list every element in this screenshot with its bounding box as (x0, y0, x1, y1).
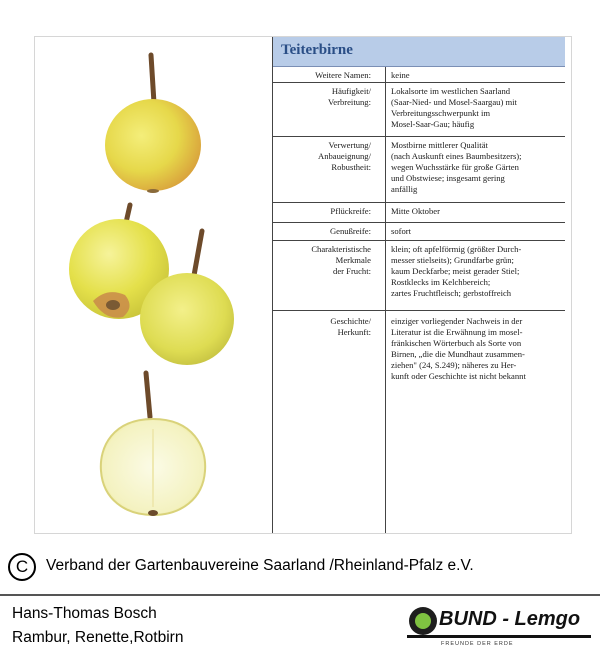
variety-card (34, 36, 572, 534)
row-value: Mostbirne mittlerer Qualität (nach Auskunft eines Baumbesitzers); wegen Wuchsstärke für große Gärten und Obstwiese; insgesamt gering anfällig (391, 140, 522, 194)
row-value: Mitte Oktober (391, 206, 440, 216)
row-value: einziger vorliegender Nachweis in der Literatur ist die Erwähnung im mosel- fränkischen Wörterbuch als Sorte von Birnen, „die die Mundhaut zusammen- ziehen" (24, S.249); näheres zu Her- kunft oder Geschichte ist nicht bekannt (391, 316, 526, 381)
column-divider (385, 83, 386, 136)
row-value: keine (391, 70, 410, 80)
copyright-line (6, 553, 594, 583)
table-row (273, 83, 565, 137)
table-row (273, 67, 565, 83)
copyright-text: Verband der Gartenbauvereine Saarland /Rheinland-Pfalz e.V. (46, 557, 474, 574)
logo-underline (407, 635, 591, 638)
footer-divider (0, 594, 600, 596)
fruit-photos (35, 37, 272, 534)
pear-illustrations (35, 37, 272, 534)
variety-table (272, 37, 564, 534)
pear-top (105, 55, 201, 193)
row-label: Weitere Namen: (315, 70, 371, 80)
logo-globe-icon (415, 613, 431, 629)
column-divider (385, 203, 386, 222)
table-row (273, 137, 565, 203)
logo-tagline: FREUNDE DER ERDE (441, 641, 514, 647)
row-label: Häufigkeit/ Verbreitung: (328, 86, 371, 107)
row-label: Charakteristische Merkmale der Frucht: (311, 244, 371, 276)
column-divider (385, 67, 386, 82)
row-value: Lokalsorte im westlichen Saarland (Saar-Nied- und Mosel-Saargau) mit Verbreitungsschwerpunkt im Mosel-Saar-Gau; häufig (391, 86, 517, 129)
copyright-icon: C (8, 553, 36, 581)
variety-title-bar (273, 37, 565, 67)
table-row (273, 241, 565, 311)
row-value: klein; oft apfelförmig (größter Durch- messer stielseits); Grundfarbe grün; kaum Deckfarbe; meist gerader Stiel; Rostklecks im Kelchbereich; zartes Fruchtfleisch; gerbstoffreich (391, 244, 522, 298)
table-row (273, 203, 565, 223)
bund-logo (405, 605, 595, 657)
column-divider (385, 223, 386, 240)
row-label: Genußreife: (329, 226, 371, 236)
row-value: sofort (391, 226, 412, 236)
related-varieties: Rambur, Renette,Rotbirn (12, 629, 184, 646)
table-row (273, 311, 565, 534)
column-divider (385, 311, 386, 534)
author-name: Hans-Thomas Bosch (12, 605, 157, 622)
row-label: Geschichte/ Herkunft: (330, 316, 371, 337)
variety-title: Teiterbirne (281, 42, 353, 58)
column-divider (385, 241, 386, 310)
row-label: Verwertung/ Anbaueignung/ Robustheit: (318, 140, 371, 172)
logo-name: BUND - Lemgo (439, 608, 581, 630)
pear-cut (101, 373, 205, 516)
column-divider (385, 137, 386, 202)
row-label: Pflückreife: (330, 206, 371, 216)
table-row (273, 223, 565, 241)
